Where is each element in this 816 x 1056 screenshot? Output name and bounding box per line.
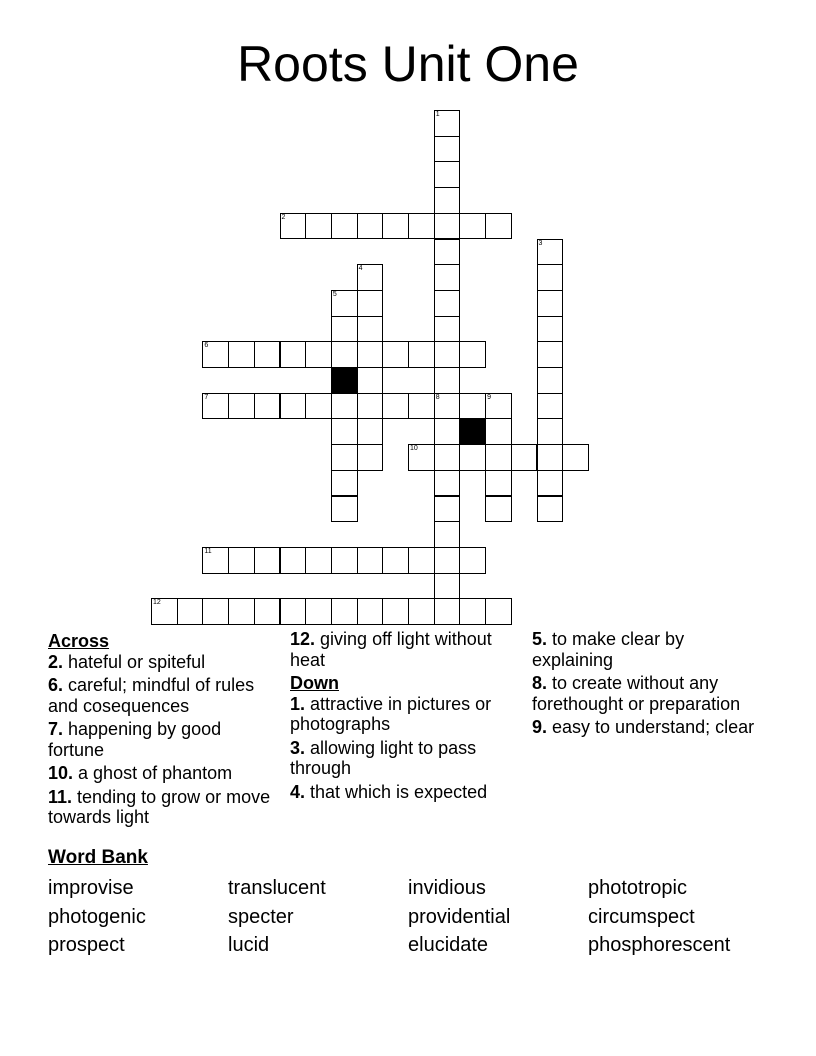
clue-text: careful; mindful of rules and cosequences	[48, 675, 255, 716]
grid-cell[interactable]	[434, 444, 461, 471]
clue-number: 4	[358, 265, 363, 273]
clue-label: 12.	[290, 629, 316, 649]
grid-cell[interactable]	[485, 470, 512, 497]
grid-cell[interactable]	[434, 213, 461, 240]
clue-label: 11.	[48, 786, 73, 807]
grid-cell[interactable]	[537, 418, 564, 445]
grid-cell[interactable]	[459, 393, 486, 420]
clue-label: 1.	[290, 693, 306, 714]
grid-cell[interactable]	[408, 547, 435, 574]
grid-cell[interactable]	[331, 341, 358, 368]
grid-cell[interactable]	[357, 264, 384, 291]
grid-cell[interactable]	[280, 598, 307, 625]
grid-cell[interactable]	[382, 393, 409, 420]
across-clue	[48, 719, 273, 760]
grid-cell[interactable]	[434, 367, 461, 394]
grid-cell[interactable]	[357, 367, 384, 394]
grid-cell[interactable]	[459, 547, 486, 574]
word-bank-word: circumspect	[588, 905, 695, 928]
grid-cell[interactable]	[331, 598, 358, 625]
grid-cell[interactable]	[408, 393, 435, 420]
word-bank-word: invidious	[408, 877, 486, 899]
grid-cell[interactable]	[537, 239, 564, 266]
grid-cell[interactable]	[434, 110, 461, 137]
word-bank-word: phototropic	[588, 877, 687, 899]
grid-cell[interactable]	[537, 264, 564, 291]
clue-number: 8	[435, 393, 440, 401]
grid-cell[interactable]	[459, 598, 486, 625]
grid-cell[interactable]	[202, 341, 229, 368]
grid-cell[interactable]	[485, 393, 512, 420]
clue-label: 7.	[48, 719, 64, 739]
grid-cell[interactable]	[305, 547, 332, 574]
clue-number: 11	[204, 547, 212, 555]
grid-cell[interactable]	[562, 444, 589, 471]
grid-cell[interactable]	[280, 213, 307, 240]
grid-cell[interactable]	[485, 213, 512, 240]
across-heading: Across	[48, 631, 110, 651]
clue-number: 2	[281, 213, 286, 221]
grid-cell[interactable]	[434, 547, 461, 574]
grid-cell[interactable]	[254, 547, 281, 574]
word-bank-word: specter	[228, 905, 294, 928]
grid-cell[interactable]	[228, 393, 255, 420]
word-bank-column	[408, 874, 510, 960]
across-clue	[48, 787, 273, 828]
clue-label: 5.	[532, 629, 548, 649]
grid-cell[interactable]	[331, 290, 358, 317]
clue-number: 3	[538, 239, 543, 247]
grid-cell[interactable]	[434, 187, 461, 214]
grid-cell[interactable]	[357, 341, 384, 368]
grid-cell[interactable]	[434, 521, 461, 548]
down-clue	[532, 673, 757, 714]
grid-cell[interactable]	[485, 444, 512, 471]
grid-cell[interactable]	[254, 341, 281, 368]
clue-number: 5	[332, 290, 337, 298]
grid-cell[interactable]	[485, 418, 512, 445]
grid-cell[interactable]	[459, 213, 486, 240]
clue-number: 10	[410, 445, 418, 453]
grid-cell[interactable]	[280, 393, 307, 420]
grid-cell[interactable]	[228, 547, 255, 574]
grid-cell[interactable]	[202, 598, 229, 625]
down-clue	[290, 738, 515, 779]
word-bank-column	[588, 874, 730, 960]
grid-cell[interactable]	[537, 367, 564, 394]
grid-cell[interactable]	[331, 444, 358, 471]
down-clue	[532, 629, 757, 670]
grid-cell[interactable]	[305, 213, 332, 240]
clue-number: 6	[204, 342, 209, 350]
clue-text: attractive in pictures or photographs	[290, 693, 492, 734]
grid-cell[interactable]	[357, 418, 384, 445]
word-bank-column	[228, 874, 326, 960]
clue-number: 1	[435, 111, 440, 118]
down-heading: Down	[290, 673, 339, 693]
clue-text: allowing light to pass through	[290, 737, 477, 778]
grid-cell[interactable]	[357, 213, 384, 240]
across-clue	[48, 652, 273, 673]
word-bank-word: translucent	[228, 877, 326, 899]
grid-cell[interactable]	[357, 598, 384, 625]
grid-cell[interactable]	[357, 290, 384, 317]
clue-label: 6.	[48, 675, 64, 695]
grid-cell[interactable]	[305, 598, 332, 625]
grid-cell[interactable]	[434, 161, 461, 188]
word-bank-word: phosphorescent	[588, 934, 731, 956]
grid-cell[interactable]	[357, 393, 384, 420]
grid-cell[interactable]	[408, 213, 435, 240]
grid-cell[interactable]	[434, 418, 461, 445]
word-bank-column	[48, 874, 146, 960]
grid-cell[interactable]	[485, 598, 512, 625]
clue-label: 4.	[290, 781, 306, 802]
grid-cell[interactable]	[382, 341, 409, 368]
grid-cell[interactable]	[382, 598, 409, 625]
grid-cell[interactable]	[511, 444, 538, 471]
clues-column-1	[48, 629, 273, 831]
word-bank-word: prospect	[48, 934, 125, 956]
grid-cell[interactable]	[537, 496, 564, 523]
grid-cell[interactable]	[434, 573, 461, 600]
clue-text: to make clear by explaining	[532, 629, 685, 670]
clue-number: 7	[204, 393, 209, 401]
word-bank-word: elucidate	[408, 934, 489, 956]
down-clue	[290, 782, 515, 803]
grid-cell[interactable]	[280, 547, 307, 574]
across-clue	[48, 763, 273, 784]
grid-cell[interactable]	[305, 341, 332, 368]
down-clue	[532, 717, 757, 738]
grid-cell[interactable]	[202, 547, 229, 574]
grid-cell[interactable]	[537, 290, 564, 317]
grid-cell[interactable]	[254, 598, 281, 625]
grid-cell[interactable]	[408, 598, 435, 625]
grid-cell[interactable]	[151, 598, 178, 625]
word-bank-word: improvise	[48, 877, 134, 899]
grid-cell[interactable]	[331, 470, 358, 497]
grid-cell[interactable]	[331, 496, 358, 523]
grid-cell[interactable]	[305, 393, 332, 420]
grid-cell[interactable]	[434, 470, 461, 497]
grid-cell[interactable]	[434, 136, 461, 163]
clues-column-2	[290, 629, 515, 805]
grid-cell[interactable]	[177, 598, 204, 625]
grid-cell[interactable]	[408, 444, 435, 471]
grid-cell[interactable]	[459, 444, 486, 471]
grid-cell[interactable]	[485, 496, 512, 523]
clue-text: a ghost of phantom	[73, 763, 233, 783]
grid-cell[interactable]	[434, 290, 461, 317]
clue-number: 12	[153, 599, 161, 607]
clue-label: 8.	[532, 673, 548, 693]
grid-cell[interactable]	[331, 393, 358, 420]
grid-cell[interactable]	[357, 547, 384, 574]
grid-cell[interactable]	[434, 264, 461, 291]
grid-cell[interactable]	[280, 341, 307, 368]
clue-number: 9	[487, 393, 491, 401]
clue-text: easy to understand; clear	[547, 717, 755, 737]
grid-cell[interactable]	[357, 444, 384, 471]
clue-text: giving off light without heat	[290, 629, 492, 670]
grid-cell[interactable]	[434, 239, 461, 266]
word-bank-word: photogenic	[48, 905, 146, 928]
grid-cell[interactable]	[382, 213, 409, 240]
grid-block	[459, 418, 486, 445]
grid-cell[interactable]	[228, 341, 255, 368]
grid-cell[interactable]	[537, 393, 564, 420]
grid-cell[interactable]	[331, 213, 358, 240]
clue-text: to create without any forethought or preparation	[532, 673, 741, 714]
grid-cell[interactable]	[434, 393, 461, 420]
clue-label: 9.	[532, 717, 548, 737]
grid-block	[331, 367, 358, 394]
grid-cell[interactable]	[537, 341, 564, 368]
grid-cell[interactable]	[434, 598, 461, 625]
grid-cell[interactable]	[434, 316, 461, 343]
clue-text: hateful or spiteful	[63, 651, 206, 672]
across-clue	[290, 629, 515, 670]
puzzle-title: Roots Unit One	[237, 36, 579, 92]
grid-cell[interactable]	[537, 470, 564, 497]
grid-cell[interactable]	[382, 547, 409, 574]
word-bank-word: lucid	[228, 934, 270, 956]
grid-cell[interactable]	[331, 418, 358, 445]
grid-cell[interactable]	[459, 341, 486, 368]
grid-cell[interactable]	[331, 316, 358, 343]
clue-label: 3.	[290, 737, 306, 758]
word-bank-word: providential	[408, 905, 511, 928]
clue-label: 10.	[48, 763, 74, 783]
grid-cell[interactable]	[408, 341, 435, 368]
clue-text: that which is expected	[305, 781, 488, 802]
clue-label: 2.	[48, 651, 64, 672]
grid-cell[interactable]	[434, 341, 461, 368]
grid-cell[interactable]	[228, 598, 255, 625]
clue-text: happening by good fortune	[48, 719, 222, 760]
grid-cell[interactable]	[537, 316, 564, 343]
across-clue	[48, 675, 273, 716]
grid-cell[interactable]	[537, 444, 564, 471]
clues-column-3	[532, 629, 757, 741]
down-clue	[290, 694, 515, 735]
grid-cell[interactable]	[254, 393, 281, 420]
word-bank-heading: Word Bank	[48, 847, 148, 868]
grid-cell[interactable]	[357, 316, 384, 343]
grid-cell[interactable]	[434, 496, 461, 523]
grid-cell[interactable]	[331, 547, 358, 574]
clue-text: tending to grow or move towards light	[48, 786, 271, 827]
grid-cell[interactable]	[202, 393, 229, 420]
